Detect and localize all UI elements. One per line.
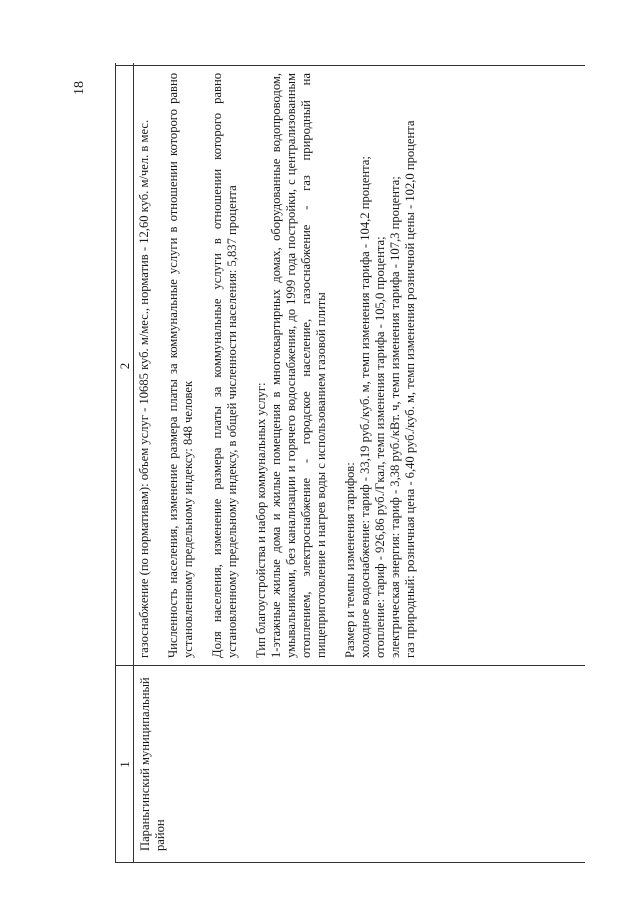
population-count-paragraph: Численность населения, изменение размера платы за коммунальные услуги в отношении которого равно установленному предельному индексу: 848 человек <box>166 73 195 658</box>
header-separator <box>133 63 134 863</box>
amenity-type-paragraph: Тип благоустройства и набор коммунальных услуг: 1-этажные жилые дома и жилые помещения в многоквартирных домах, оборудованные водопроводом, умывальниками, без канализации и горячего водоснабжения, до 1999 года постройки, с централизованным отоплением, электроснабжение - городское население, газоснабжение - газ природный на пищеприготовление и нагрев воды с использованием газовой плиты <box>254 73 328 658</box>
column-divider-1 <box>115 665 585 666</box>
table-left-border <box>115 862 585 863</box>
gas-supply-paragraph: газоснабжение (по нормативам): объем услуг - 10685 куб. м/мес., норматив - 12,60 куб. м/чел. в мес. <box>137 119 151 658</box>
page-number: 18 <box>72 81 87 95</box>
rotated-table <box>115 63 585 863</box>
row-description <box>137 73 418 658</box>
column-header-2: 2 <box>117 362 132 370</box>
column-header-1: 1 <box>117 761 132 768</box>
table-right-border <box>115 65 585 66</box>
population-share-paragraph: Доля населения, изменение размера платы за коммунальные услуги в отношении которого равно установленному предельному индексу, в общей численности населения: 5,837 процента <box>210 73 239 658</box>
municipality-name: Параньгинский муниципальный район <box>138 677 167 851</box>
tariffs-paragraph: Размер и темпы изменения тарифов: холодное водоснабжение: тариф - 33,19 руб./куб. м, темп изменения тарифа - 104,2 процента; отопление: тариф - 926,86 руб./Гкал, темп изменения тарифа - 105,0 процента; электрическая энергия: тариф - 3,38 руб./кВт. ч, темп изменения тарифа - 107,3 процента; газ природный: розничная цена - 6,40 руб./куб. м, темп изменения розничной цены - 102,0 процента <box>343 120 417 658</box>
